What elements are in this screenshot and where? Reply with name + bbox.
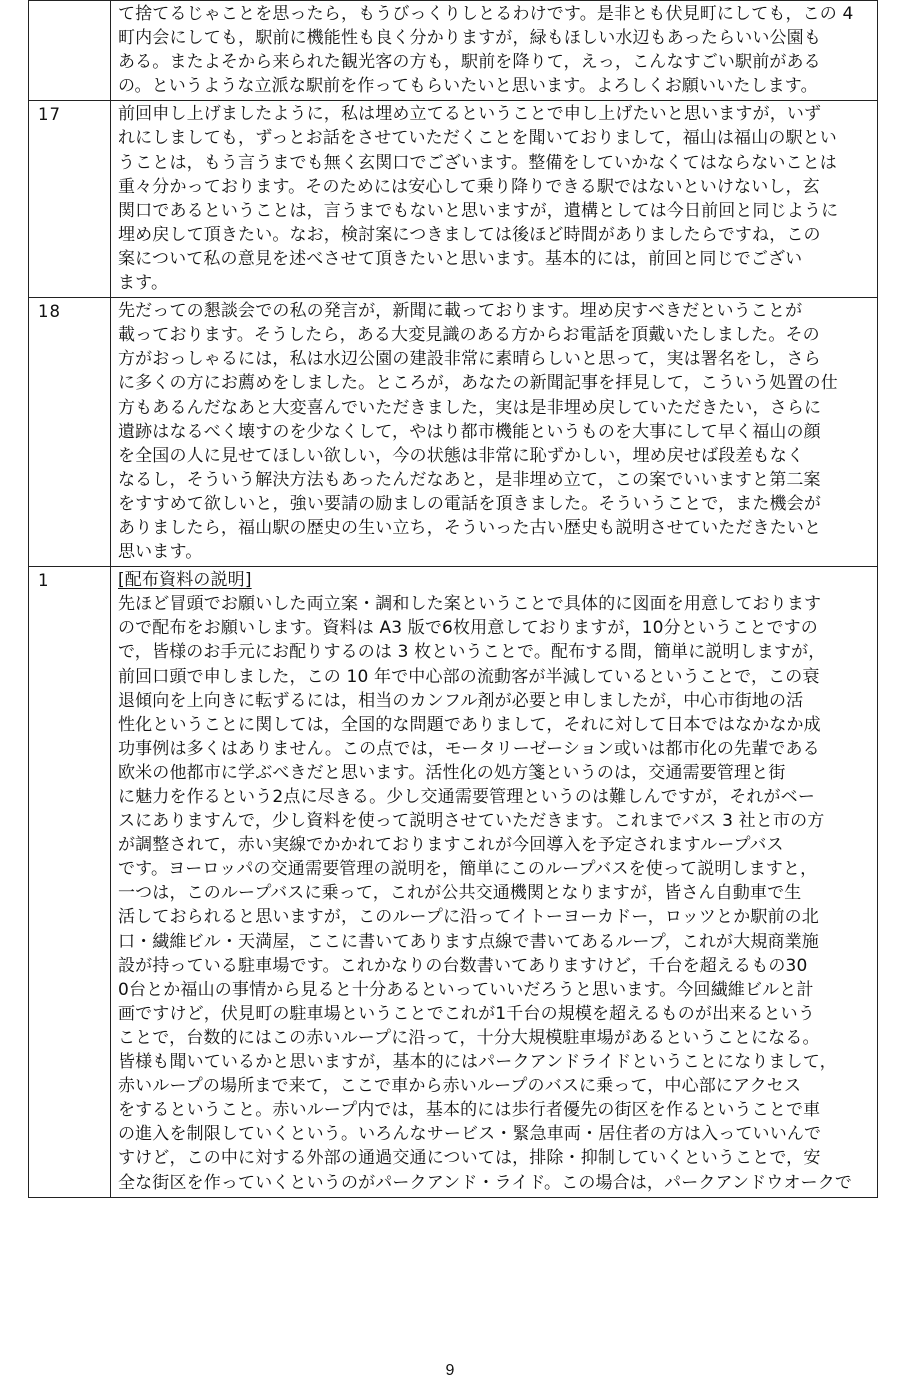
text-line: 前回口頭で申しました，この 10 年で中心部の流動客が半減しているということで，この衰	[118, 666, 820, 687]
text-line: れにしましても，ずっとお話をさせていただくことを聞いておりまして，福山は福山の駅とい	[118, 128, 837, 149]
speaker-number	[29, 1, 111, 101]
table-row	[29, 298, 878, 567]
text-line: 載っております。そうしたら，ある大変見識のある方からお電話を頂戴いたしました。その	[118, 325, 820, 346]
text-line: 関口であるということは，言うまでもないと思いますが，遺構としては今日前回と同じように	[118, 200, 839, 221]
text-line: 方もあるんだなあと大変喜んでいただきました，実は是非埋め戻していただきたい，さらに	[118, 397, 822, 418]
text-line: が調整されて，赤い実線でかかれておりますこれが今回導入を予定されますループバス	[118, 835, 784, 856]
minutes-table	[28, 0, 878, 1198]
text-line: 案について私の意見を述べさせて頂きたいと思います。基本的には，前回と同じでござい	[118, 248, 803, 269]
text-line: 重々分かっております。そのためには安心して乗り降りできる駅ではないといけないし，玄	[118, 176, 820, 197]
statement-text	[111, 567, 878, 1197]
minutes-table-body	[29, 1, 878, 1198]
text-line: を全国の人に見せてほしい欲しい，今の状態は非常に恥ずかしい，埋め戻せば段差もなく	[118, 445, 804, 466]
table-row	[29, 567, 878, 1197]
text-line: に多くの方にお薦めをしました。ところが，あなたの新聞記事を拝見して，こういう処置の仕	[118, 373, 838, 394]
page-number: 9	[445, 1362, 455, 1379]
text-line: 一つは，このループバスに乗って，これが公共交通機関となりますが，皆さん自動車で生	[118, 883, 802, 904]
text-line: 功事例は多くはありません。この点では，モータリーゼーション或いは都市化の先輩である	[118, 738, 820, 759]
text-line: をするということ。赤いループ内では，基本的には歩行者優先の街区を作るということで車	[118, 1100, 821, 1121]
text-line: に魅力を作るという2点に尽きる。少し交通需要管理というのは難しんですが，それがベー	[118, 787, 815, 807]
text-line: の。というような立派な駅前を作ってもらいたいと思います。よろしくお願いいたします。	[118, 76, 818, 97]
speaker-number: 17	[29, 101, 111, 298]
text-line: 設が持っている駐車場です。これかなりの台数書いてありますけど，千台を超えるもの30	[118, 955, 808, 976]
statement-text	[111, 298, 878, 567]
text-line: 口・繊維ビル・天満屋，ここに書いてあります点線で書いてあるループ，これが大規商業施	[118, 931, 819, 952]
text-line: 0台とか福山の事情から見ると十分あるといっていいだろうと思います。今回繊維ビルと計	[118, 979, 814, 1000]
text-line: なるし，そういう解決方法もあったんだなあと，是非埋め立て，この案でいいますと第二案	[118, 469, 821, 490]
text-line: うことは，もう言うまでも無く玄関口でございます。整備をしていかなくてはならないことは	[118, 152, 837, 173]
table-row	[29, 1, 878, 101]
text-line: すけど，この中に対する外部の通過交通については，排除・抑制していくということで，安	[118, 1148, 821, 1169]
text-line: で，皆様のお手元にお配りするのは 3 枚ということで。配布する間，簡単に説明しますが，	[118, 642, 826, 663]
speaker-number: 1	[29, 567, 111, 1197]
text-line: 皆様も聞いているかと思いますが，基本的にはパークアンドライドということになりまして，	[118, 1052, 837, 1073]
text-line: 前回申し上げましたように，私は埋め立てるということで申し上げたいと思いますが，いず	[118, 104, 822, 125]
text-line: 画ですけど，伏見町の駐車場ということでこれが1千台の規模を超えるものが出来るという	[118, 1003, 815, 1024]
text-line: 退傾向を上向きに転ずるには，相当のカンフル剤が必要と申しましたが，中心市街地の活	[118, 690, 804, 711]
text-line: 方がおっしゃるには，私は水辺公園の建設非常に素晴らしいと思って，実は署名をし，さら	[118, 349, 821, 370]
text-line: 先だっての懇談会での私の発言が，新聞に載っております。埋め戻すべきだということが	[118, 301, 803, 322]
text-line: 性化ということに関しては，全国的な問題でありまして，それに対して日本ではなかなか成	[118, 714, 821, 735]
text-line: ことで，台数的にはこの赤いループに沿って，十分大規模駐車場があるということになる。	[118, 1027, 820, 1048]
text-line: 欧米の他都市に学ぶべきだと思います。活性化の処方箋というのは，交通需要管理と街	[118, 762, 786, 783]
text-line: をすすめて欲しいと，強い要請の励ましの電話を頂きました。そういうことで，また機会が	[118, 493, 821, 514]
text-line: ます。	[118, 273, 169, 294]
text-line: ありましたら，福山駅の歴史の生い立ち，そういった古い歴史も説明させていただきたいと	[118, 517, 822, 538]
statement-text	[111, 101, 878, 298]
text-line: て捨てるじゃことを思ったら，もうびっくりしとるわけです。是非とも伏見町にしても，この 4	[118, 4, 854, 24]
table-row	[29, 101, 878, 298]
section-heading: [配布資料の説明]	[118, 570, 252, 591]
text-line: ある。またよそから来られた観光客の方も，駅前を降りて，えっ，こんなすごい駅前がある	[118, 52, 821, 73]
text-line: ので配布をお願いします。資料は A3 版で6枚用意しておりますが，10分ということですの	[118, 618, 818, 639]
text-line: の進入を制限していくという。いろんなサービス・緊急車両・居住者の方は入っていいんで	[118, 1124, 822, 1145]
text-line: 赤いループの場所まで来て，ここで車から赤いループのバスに乗って，中心部にアクセス	[118, 1076, 802, 1097]
speaker-number: 18	[29, 298, 111, 567]
text-line: 遺跡はなるべく壊すのを少なくして，やはり都市機能というものを大事にして早く福山の顔	[118, 421, 821, 442]
statement-text	[111, 1, 878, 101]
text-line: スにありますんで，少し資料を使って説明させていただきます。これまでバス 3 社と市の方	[118, 811, 825, 832]
text-line: 先ほど冒頭でお願いした両立案・調和した案ということで具体的に図面を用意しております	[118, 594, 822, 615]
text-line: 埋め戻して頂きたい。なお，検討案につきましては後ほど時間がありましたらですね，この	[118, 224, 821, 245]
text-line: 思います。	[118, 542, 203, 563]
text-line: 活しておられると思いますが，このループに沿ってイトーヨーカドー，ロッツとか駅前の北	[118, 907, 819, 928]
text-line: 町内会にしても，駅前に機能性も良く分かりますが，緑もほしい水辺もあったらいい公園も	[118, 28, 821, 49]
text-line: 全な街区を作っていくというのがパークアンド・ライド。この場合は，パークアンドウオークで	[118, 1172, 853, 1193]
text-line: です。ヨーロッパの交通需要管理の説明を，簡単にこのループバスを使って説明しますと，	[118, 859, 818, 880]
